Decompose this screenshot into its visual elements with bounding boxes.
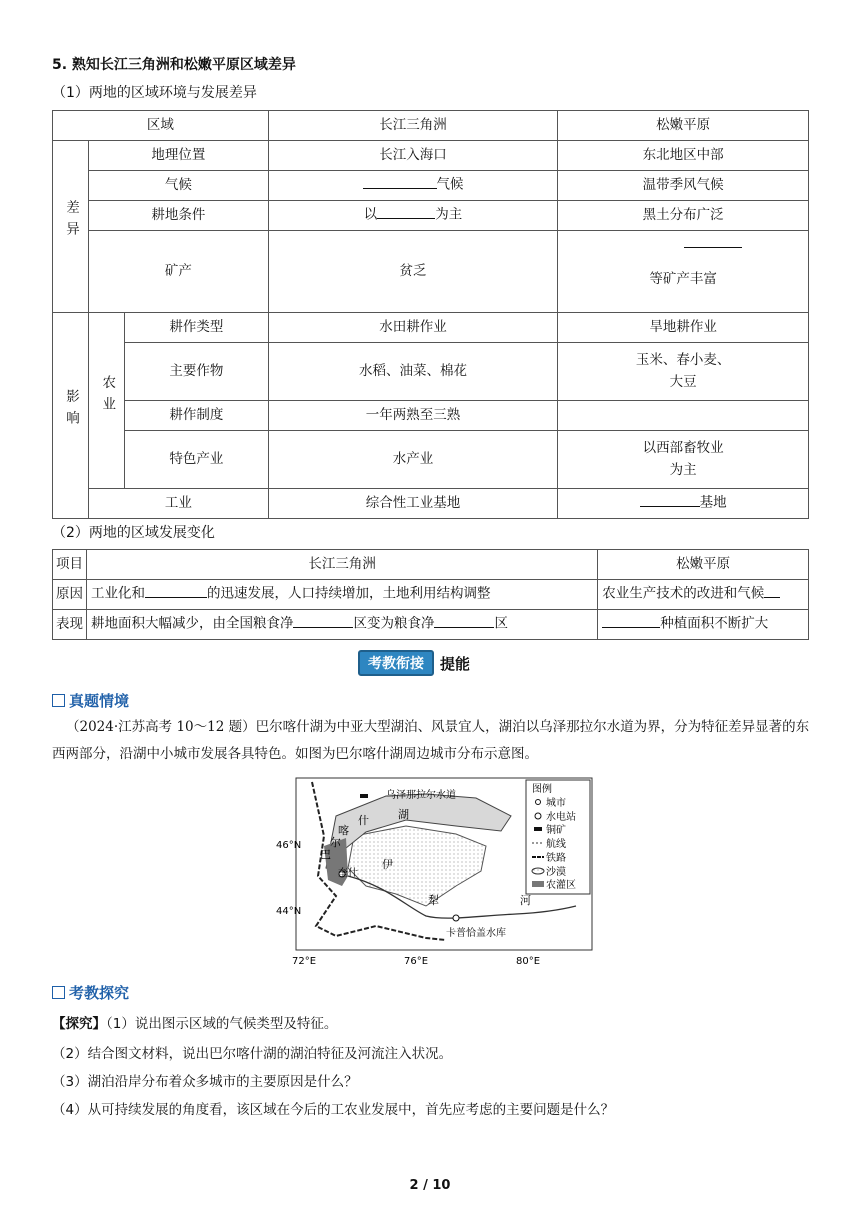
row-label-crops: 主要作物	[124, 343, 268, 401]
header-songnen: 松嫩平原	[598, 550, 809, 580]
cell: 旱地耕作业	[558, 313, 809, 343]
cell-show-a: 耕地面积大幅减少，由全国粮食净 区变为粮食净 区	[86, 610, 597, 640]
comparison-table	[52, 110, 809, 519]
label-river: 河	[520, 894, 531, 907]
cell-crops-b: 玉米、春小麦、 大豆	[558, 343, 809, 401]
blank[interactable]	[684, 233, 742, 248]
header-item: 项目	[53, 550, 87, 580]
legend-item: 沙漠	[546, 867, 566, 878]
row-label-industry: 工业	[88, 489, 268, 519]
row-label-minerals: 矿产	[88, 231, 268, 313]
cell-minerals-b: 等矿产丰富	[558, 231, 809, 313]
legend-item: 城市	[546, 798, 566, 809]
group-impact: 影响	[53, 313, 89, 519]
cell-industry-b: 基地	[558, 489, 809, 519]
cell-climate-a: 气候	[268, 171, 558, 201]
legend-hydro-icon	[535, 813, 541, 819]
cell: 水稻、油菜、棉花	[268, 343, 558, 401]
label-li: 犁	[428, 894, 439, 907]
group-agriculture: 农业	[88, 313, 124, 489]
section-badge	[358, 650, 476, 676]
label-lat44: 44°N	[276, 906, 302, 917]
checkbox-icon	[52, 986, 65, 999]
cell-special-b: 以西部畜牧业 为主	[558, 431, 809, 489]
explore-q2: （2）结合图文材料，说出巴尔喀什湖的湖泊特征及河流注入状况。	[52, 1046, 453, 1062]
cell-reason-b: 农业生产技术的改进和气候	[598, 580, 809, 610]
row-label-show: 表现	[53, 610, 87, 640]
cell: 贫乏	[268, 231, 558, 313]
legend-desert-icon	[532, 868, 544, 874]
label-er: 尔	[330, 836, 341, 849]
label-hu: 湖	[398, 808, 409, 821]
legend-item: 航线	[546, 839, 566, 850]
explore-q4: （4）从可持续发展的角度看，该区域在今后的工农业发展中，首先应考虑的主要问题是什么？	[52, 1102, 615, 1118]
explore-q3: （3）湖泊沿岸分布着众多城市的主要原因是什么？	[52, 1074, 358, 1090]
label-lon72: 72°E	[292, 956, 317, 967]
page-number: 2 / 10	[409, 1178, 451, 1193]
group-difference: 差异	[53, 141, 89, 313]
label-ka: 喀	[338, 824, 349, 837]
label-city: 奎什	[338, 868, 358, 879]
badge-label: 考教衔接	[358, 650, 434, 676]
blank[interactable]	[640, 492, 700, 507]
cell: 一年两熟至三熟	[268, 401, 558, 431]
legend-city-icon	[536, 800, 541, 805]
row-label-climate: 气候	[88, 171, 268, 201]
legend-mine-icon	[534, 827, 542, 831]
label-lon80: 80°E	[516, 956, 541, 967]
label-channel: 乌泽那拉尔水道	[386, 790, 456, 801]
blank[interactable]	[377, 204, 435, 219]
header-region: 区域	[53, 111, 269, 141]
row-label-reason: 原因	[53, 580, 87, 610]
cell: 水产业	[268, 431, 558, 489]
explore-q1: 【探究】（1）说出图示区域的气候类型及特征。	[52, 1016, 338, 1032]
row-label-location: 地理位置	[88, 141, 268, 171]
reservoir-icon	[453, 915, 459, 921]
cell: 黑土分布广泛	[558, 201, 809, 231]
real-heading: 真题情境	[52, 690, 129, 711]
checkbox-icon	[52, 694, 65, 707]
header-yangtze: 长江三角洲	[86, 550, 597, 580]
label-lon76: 76°E	[404, 956, 429, 967]
blank[interactable]	[145, 583, 207, 598]
label-shi: 什	[358, 814, 369, 827]
real-paragraph: （2024·江苏高考 10～12 题）巴尔喀什湖为中亚大型湖泊、风景宜人，湖泊以乌泽那拉尔水道为界，分为特征差异显著的东西两部分，沿湖中小城市发展各具特色。如图为巴尔喀什湖周边城市分布示意图。	[52, 719, 810, 762]
row-label-farm-type: 耕作类型	[124, 313, 268, 343]
lake-map	[276, 776, 598, 972]
subsection-2: （2）两地的区域发展变化	[52, 525, 215, 541]
cell-show-b: 种植面积不断扩大	[598, 610, 809, 640]
header-yangtze: 长江三角洲	[268, 111, 558, 141]
badge-suffix: 提能	[440, 654, 471, 673]
cell: 长江入海口	[268, 141, 558, 171]
legend-item: 农灌区	[546, 880, 576, 891]
cell-reason-a: 工业化和 的迅速发展，人口持续增加，土地利用结构调整	[86, 580, 597, 610]
label-reservoir: 卡普恰盖水库	[446, 928, 506, 939]
row-label-special: 特色产业	[124, 431, 268, 489]
legend-title: 图例	[532, 784, 552, 795]
blank[interactable]	[293, 613, 353, 628]
row-label-system: 耕作制度	[124, 401, 268, 431]
cell	[558, 401, 809, 431]
label-lat46: 46°N	[276, 840, 302, 851]
cell: 水田耕作业	[268, 313, 558, 343]
copper-mine-icon	[360, 794, 368, 798]
legend-item: 水电站	[546, 812, 576, 823]
legend-item: 铁路	[546, 853, 566, 864]
blank[interactable]	[363, 174, 437, 189]
label-ba: 巴	[320, 848, 331, 861]
legend-item: 铜矿	[546, 825, 566, 836]
section-title: 5. 熟知长江三角洲和松嫩平原区域差异	[52, 57, 296, 73]
blank[interactable]	[434, 613, 494, 628]
cell: 温带季风气候	[558, 171, 809, 201]
cell: 东北地区中部	[558, 141, 809, 171]
cell-farmland-a: 以 为主	[268, 201, 558, 231]
subsection-1: （1）两地的区域环境与发展差异	[52, 85, 257, 101]
blank[interactable]	[602, 613, 660, 628]
legend-irrigation-icon	[532, 881, 544, 887]
cell: 综合性工业基地	[268, 489, 558, 519]
blank[interactable]	[764, 583, 780, 598]
header-songnen: 松嫩平原	[558, 111, 809, 141]
label-yi: 伊	[382, 858, 393, 871]
row-label-farmland: 耕地条件	[88, 201, 268, 231]
change-table	[52, 549, 809, 640]
explore-heading: 考教探究	[52, 982, 129, 1003]
